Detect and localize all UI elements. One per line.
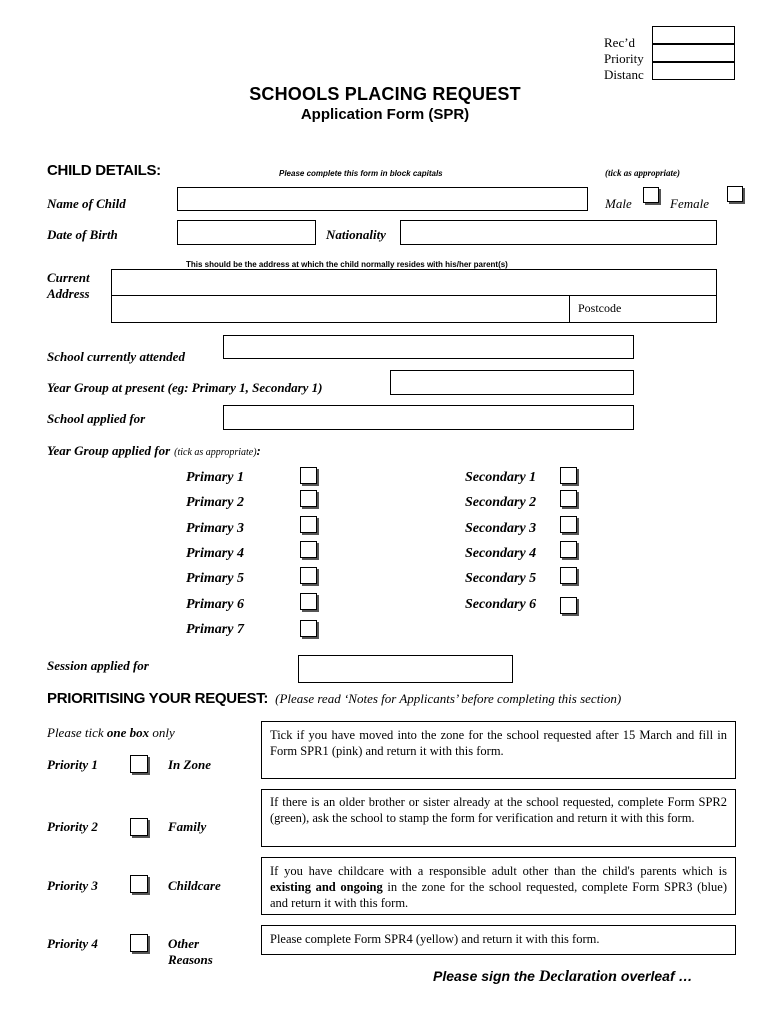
priority-3-box	[261, 857, 736, 915]
school-applied-field[interactable]	[223, 405, 634, 430]
child-details-heading: CHILD DETAILS:	[47, 162, 161, 179]
primary-6-checkbox[interactable]	[300, 593, 317, 610]
recd-label: Rec’d	[604, 35, 636, 50]
sign-declaration-note	[433, 968, 693, 986]
priority-2-label: Priority 2	[47, 819, 98, 834]
priority-2-name: Family	[168, 819, 207, 834]
address-line-2[interactable]	[111, 295, 570, 323]
dob-label: Date of Birth	[47, 227, 118, 242]
primary-2-label: Primary 2	[186, 495, 244, 510]
priority-4-name-2: Reasons	[168, 952, 213, 967]
primary-4-checkbox[interactable]	[300, 541, 317, 558]
priority-4-box	[261, 925, 736, 955]
name-field[interactable]	[177, 187, 588, 211]
year-group-present-label: Year Group at present (eg: Primary 1, Secondary 1)	[47, 380, 323, 395]
female-label: Female	[670, 196, 709, 211]
dob-field[interactable]	[177, 220, 316, 245]
priority-1-name: In Zone	[168, 757, 211, 772]
tick-one-box-note	[47, 725, 175, 741]
year-group-applied-label: Year Group applied for	[47, 443, 171, 458]
primary-7-checkbox[interactable]	[300, 620, 317, 637]
priority-4-checkbox[interactable]	[130, 934, 148, 952]
secondary-3-checkbox[interactable]	[560, 516, 577, 533]
priority-1-box	[261, 721, 736, 779]
footer-declaration: Declaration	[538, 968, 618, 985]
school-attended-label: School currently attended	[47, 349, 185, 364]
secondary-3-label: Secondary 3	[465, 521, 537, 536]
primary-5-checkbox[interactable]	[300, 567, 317, 584]
recd-field[interactable]	[652, 26, 735, 44]
priority-field[interactable]	[652, 44, 735, 62]
name-label: Name of Child	[47, 196, 126, 211]
primary-2-checkbox[interactable]	[300, 490, 317, 507]
session-field[interactable]	[298, 655, 513, 683]
priority-3-name: Childcare	[168, 878, 221, 893]
prioritising-note: (Please read ‘Notes for Applicants’ before completing this section)	[275, 691, 622, 706]
page-title: SCHOOLS PLACING REQUEST	[249, 84, 521, 104]
priority-3-text-bold: existing and ongoing	[270, 880, 383, 894]
priority-2-text: If there is an older brother or sister already at the school requested, complete Form SPR2 (green), ask the school to stamp the form for verification and return it with this form.	[270, 795, 727, 825]
priority-3-text-pre: If you have childcare with a responsible adult other than the child's parents which is	[270, 864, 727, 878]
prioritising-heading-row	[47, 690, 621, 708]
primary-4-label: Primary 4	[186, 546, 244, 561]
priority-2-checkbox[interactable]	[130, 818, 148, 836]
secondary-1-label: Secondary 1	[465, 470, 537, 485]
primary-7-label: Primary 7	[186, 622, 244, 637]
school-applied-label: School applied for	[47, 411, 146, 426]
address-line-1[interactable]	[111, 269, 717, 296]
primary-5-label: Primary 5	[186, 571, 244, 586]
secondary-2-checkbox[interactable]	[560, 490, 577, 507]
footer-post: overleaf …	[617, 968, 693, 984]
year-group-applied-note: (tick as appropriate)	[174, 447, 257, 458]
priority-4-label: Priority 4	[47, 936, 98, 951]
secondary-6-checkbox[interactable]	[560, 597, 577, 614]
secondary-4-label: Secondary 4	[465, 546, 537, 561]
primary-3-checkbox[interactable]	[300, 516, 317, 533]
tick-bold: one box	[106, 725, 150, 740]
distance-field[interactable]	[652, 62, 735, 80]
prioritising-heading: PRIORITISING YOUR REQUEST:	[47, 690, 269, 707]
year-group-present-field[interactable]	[390, 370, 634, 395]
priority-3-text-post: in the zone for the school requested, complete Form SPR3 (blue) and return it with this form.	[270, 880, 727, 910]
male-label: Male	[605, 196, 632, 211]
tick-post: only	[149, 725, 175, 740]
address-label-1: Current	[47, 270, 90, 285]
postcode-label: Postcode	[578, 301, 622, 315]
tick-note: (tick as appropriate)	[605, 168, 680, 178]
primary-1-label: Primary 1	[186, 470, 244, 485]
nationality-label: Nationality	[326, 227, 386, 242]
female-checkbox[interactable]	[727, 186, 743, 202]
primary-3-label: Primary 3	[186, 521, 244, 536]
priority-1-text: Tick if you have moved into the zone for the school requested after 15 March and fill in Form SPR1 (pink) and return it with this form.	[270, 728, 727, 758]
priority-3-label: Priority 3	[47, 878, 98, 893]
distance-label: Distanc	[604, 67, 644, 82]
priority-2-box	[261, 789, 736, 847]
primary-6-label: Primary 6	[186, 597, 244, 612]
male-checkbox[interactable]	[643, 187, 659, 203]
tick-pre: Please tick	[47, 725, 107, 740]
year-group-applied-row	[47, 442, 261, 460]
secondary-6-label: Secondary 6	[465, 597, 537, 612]
secondary-1-checkbox[interactable]	[560, 467, 577, 484]
secondary-5-checkbox[interactable]	[560, 567, 577, 584]
session-label: Session applied for	[47, 658, 149, 673]
priority-label: Priority	[604, 51, 644, 66]
address-label-2: Address	[47, 286, 90, 301]
priority-1-label: Priority 1	[47, 757, 98, 772]
secondary-4-checkbox[interactable]	[560, 541, 577, 558]
footer-pre: Please sign the	[433, 968, 539, 984]
priority-4-text: Please complete Form SPR4 (yellow) and return it with this form.	[270, 932, 600, 946]
office-use-labels	[604, 35, 644, 83]
school-attended-field[interactable]	[223, 335, 634, 359]
priority-1-checkbox[interactable]	[130, 755, 148, 773]
primary-1-checkbox[interactable]	[300, 467, 317, 484]
secondary-2-label: Secondary 2	[465, 495, 537, 510]
priority-3-checkbox[interactable]	[130, 875, 148, 893]
secondary-5-label: Secondary 5	[465, 571, 537, 586]
nationality-field[interactable]	[400, 220, 717, 245]
block-capitals-note: Please complete this form in block capitals	[279, 169, 443, 178]
year-group-applied-colon: :	[256, 443, 261, 458]
address-note: This should be the address at which the child normally resides with his/her parent(s)	[186, 260, 508, 269]
page-subtitle: Application Form (SPR)	[300, 106, 470, 123]
priority-4-name: Other	[168, 936, 200, 951]
